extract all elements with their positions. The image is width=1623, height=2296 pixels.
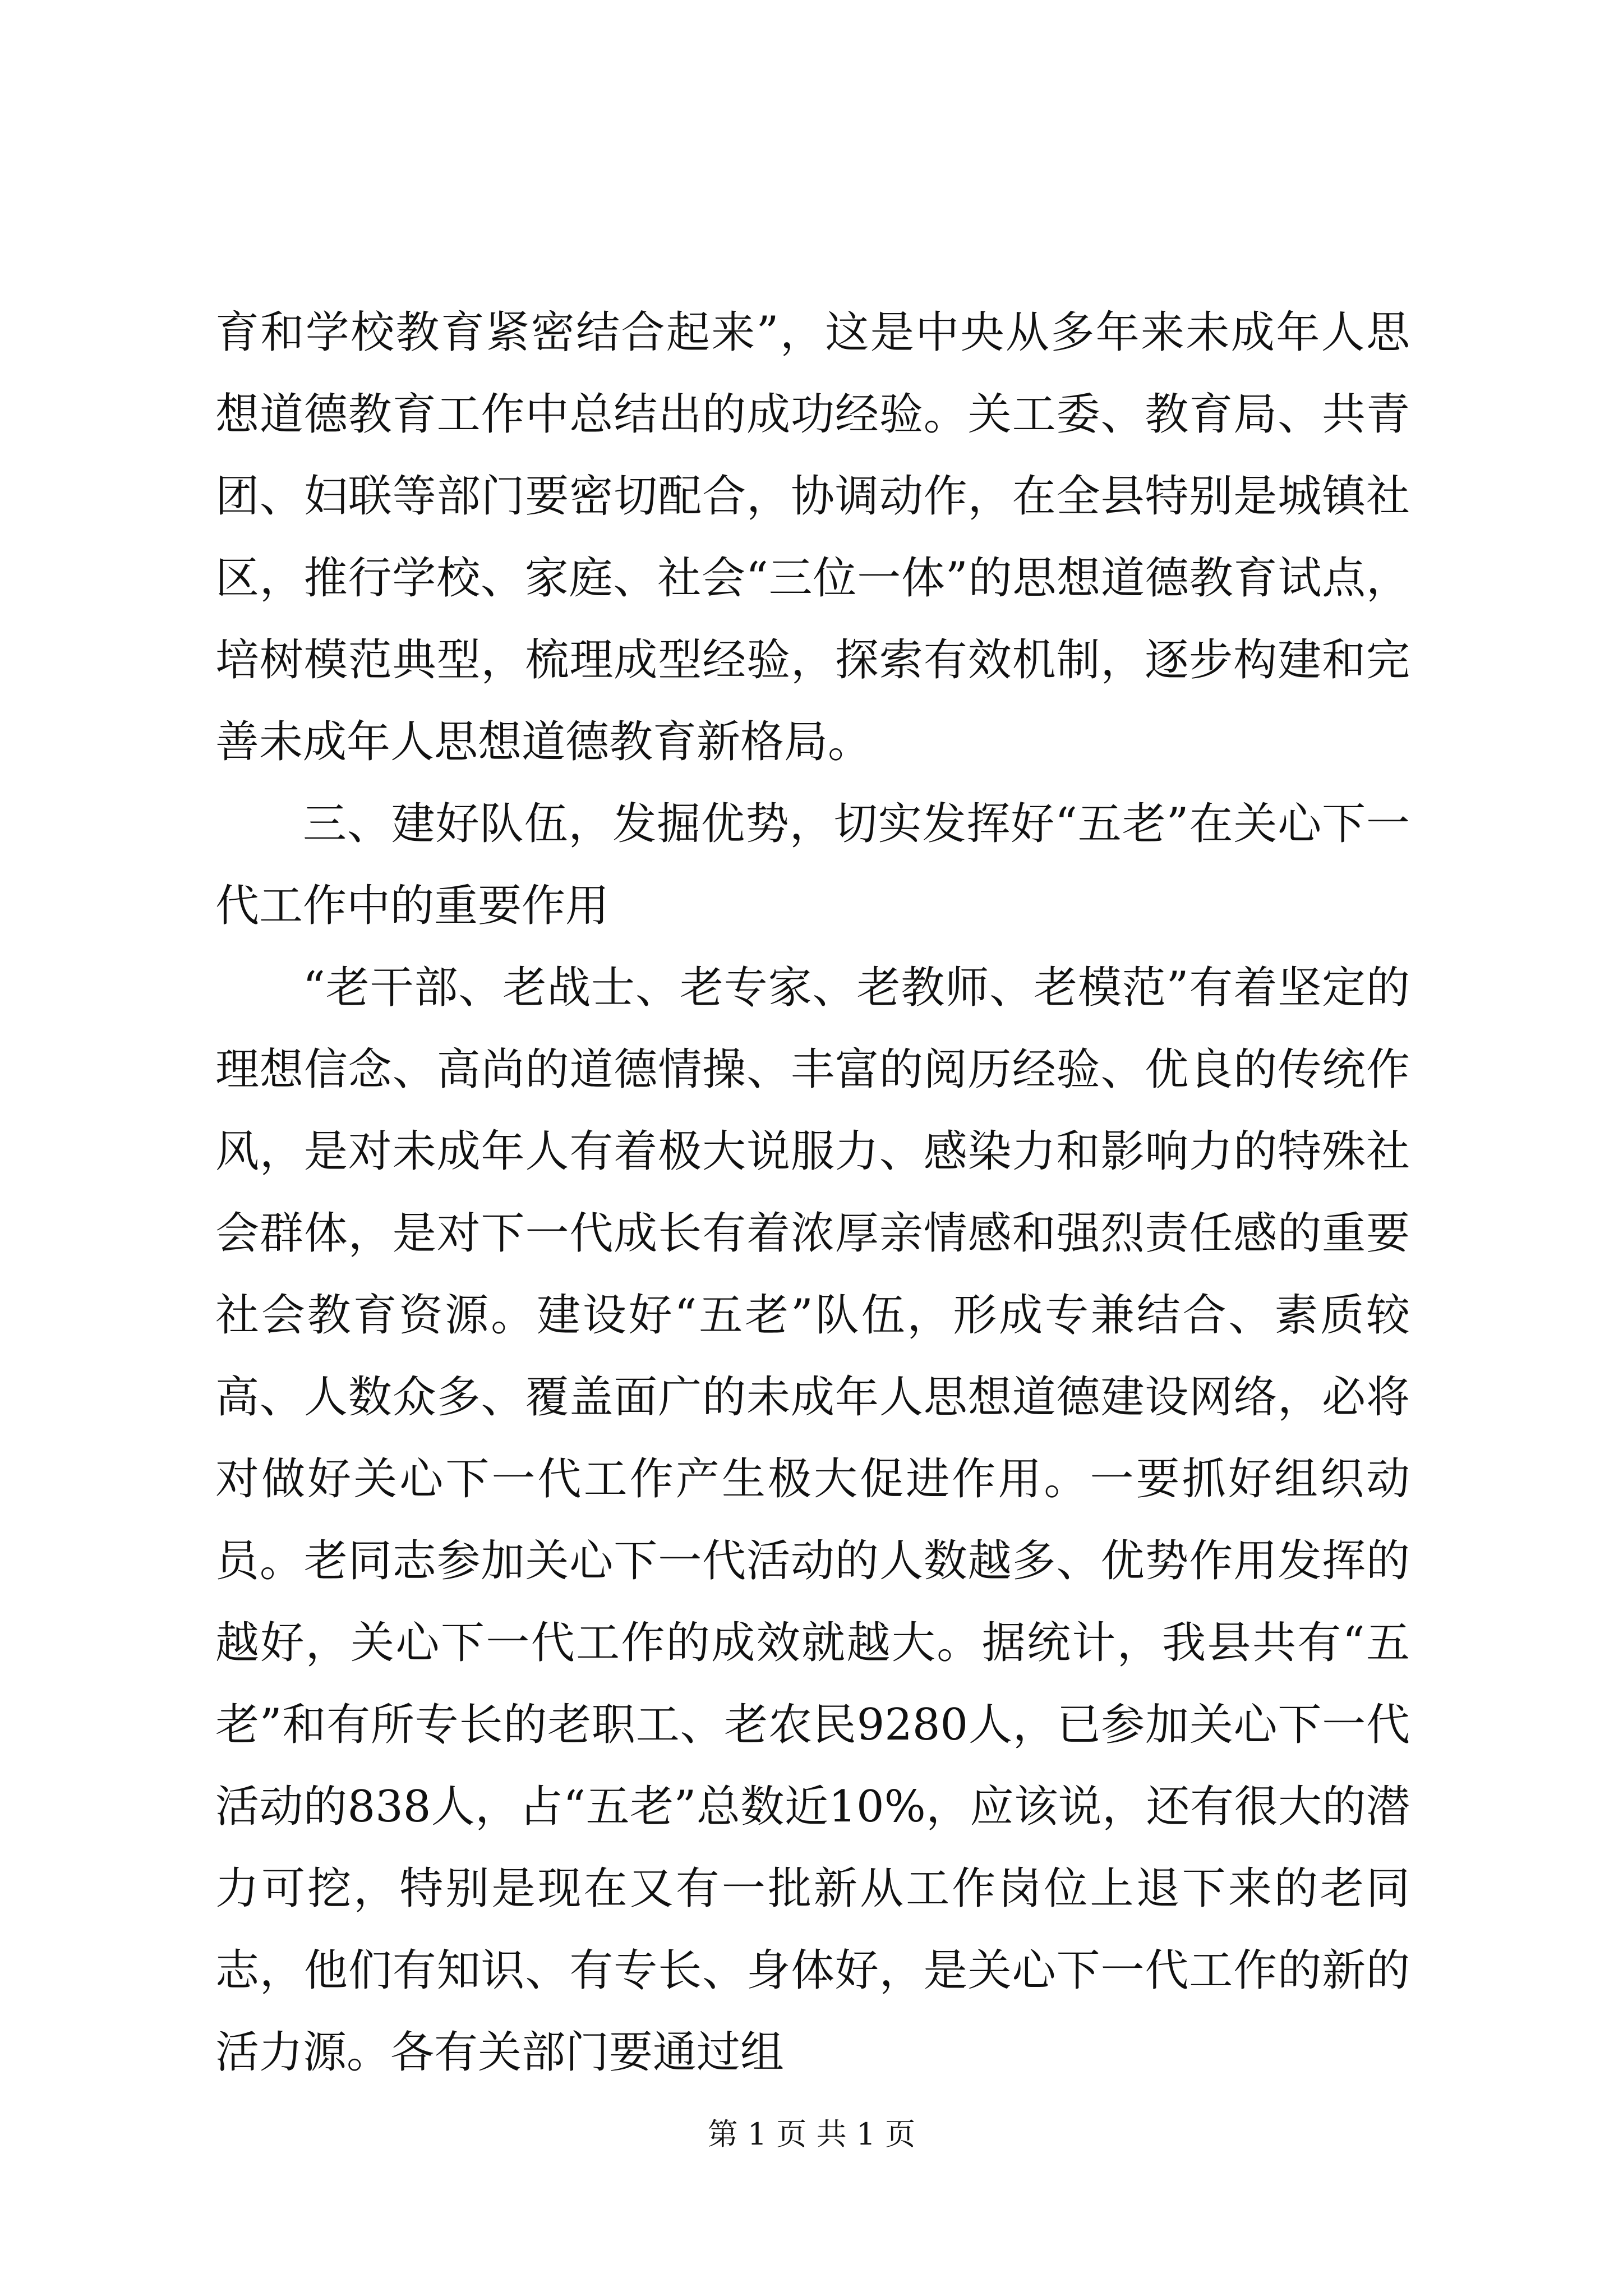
paragraph-continuation: 育和学校教育紧密结合起来”，这是中央从多年来未成年人思想道德教育工作中总结出的成功经验。关工委、教育局、共青团、妇联等部门要密切配合，协调动作，在全县特别是城镇社区，推行学校、家庭、社会“三位一体”的思想道德教育试点，培树模范典型，梳理成型经验，探索有效机制，逐步构建和完善未成年人思想道德教育新格局。 [215,307,1410,767]
page-footer: 第 1 页 共 1 页 [707,2116,916,2152]
document-body [215,292,1410,2093]
paragraph-five-elders: “老干部、老战士、老专家、老教师、老模范”有着坚定的理想信念、高尚的道德情操、丰富的阅历经验、优良的传统作风，是对未成年人有着极大说服力、感染力和影响力的特殊社会群体，是对下一代成长有着浓厚亲情感和强烈责任感的重要社会教育资源。建设好“五老”队伍，形成专兼结合、素质较高、人数众多、覆盖面广的未成年人思想道德建设网络，必将对做好关心下一代工作产生极大促进作用。一要抓好组织动员。老同志参加关心下一代活动的人数越多、优势作用发挥的越好，关心下一代工作的成效就越大。据统计，我县共有“五老”和有所专长的老职工、老农民9280人，已参加关心下一代活动的838人，占“五老”总数近10%，应该说，还有很大的潜力可挖，特别是现在又有一批新从工作岗位上退下来的老同志，他们有知识、有专长、身体好，是关心下一代工作的新的活力源。各有关部门要通过组 [215,963,1410,2078]
section-heading: 三、建好队伍，发掘优势，切实发挥好“五老”在关心下一代工作中的重要作用 [215,799,1410,931]
